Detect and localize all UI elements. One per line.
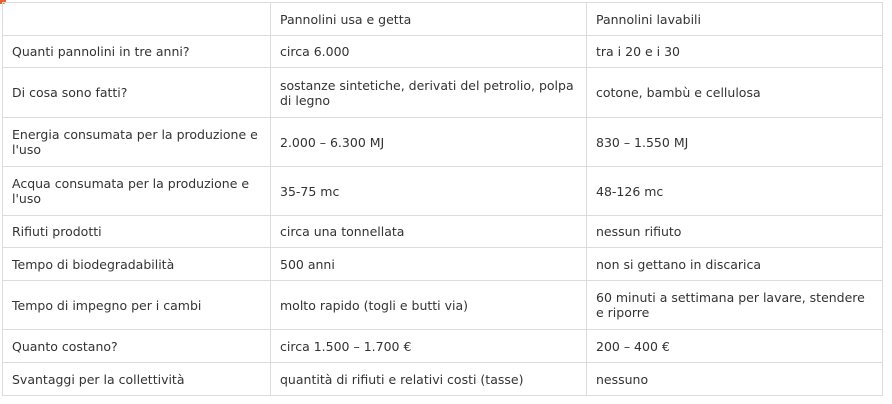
comparison-table <box>2 2 883 396</box>
header-empty-cell <box>3 3 271 36</box>
row-label: Tempo di impegno per i cambi <box>3 281 271 330</box>
table-row <box>3 363 883 396</box>
row-label: Quanto costano? <box>3 330 271 363</box>
table-row <box>3 216 883 248</box>
row-label: Tempo di biodegradabilità <box>3 248 271 281</box>
row-label: Svantaggi per la collettività <box>3 363 271 396</box>
table-row <box>3 330 883 363</box>
table-row <box>3 36 883 68</box>
row-label: Rifiuti prodotti <box>3 216 271 248</box>
table-row <box>3 167 883 216</box>
cell-lavabili: tra i 20 e i 30 <box>587 36 883 68</box>
cell-lavabili: non si gettano in discarica <box>587 248 883 281</box>
table-row <box>3 68 883 118</box>
cell-lavabili: cotone, bambù e cellulosa <box>587 68 883 118</box>
cell-lavabili: 60 minuti a settimana per lavare, stendere e riporre <box>587 281 883 330</box>
cell-lavabili: 48-126 mc <box>587 167 883 216</box>
header-usa-e-getta: Pannolini usa e getta <box>271 3 587 36</box>
row-label: Acqua consumata per la produzione e l'uso <box>3 167 271 216</box>
cell-usa-e-getta: circa 1.500 – 1.700 € <box>271 330 587 363</box>
cell-usa-e-getta: 500 anni <box>271 248 587 281</box>
header-lavabili: Pannolini lavabili <box>587 3 883 36</box>
cell-lavabili: nessuno <box>587 363 883 396</box>
table-row <box>3 281 883 330</box>
cell-lavabili: nessun rifiuto <box>587 216 883 248</box>
cell-lavabili: 200 – 400 € <box>587 330 883 363</box>
row-label: Di cosa sono fatti? <box>3 68 271 118</box>
cell-usa-e-getta: 35-75 mc <box>271 167 587 216</box>
cell-usa-e-getta: circa una tonnellata <box>271 216 587 248</box>
row-label: Energia consumata per la produzione e l'uso <box>3 118 271 167</box>
cell-usa-e-getta: molto rapido (togli e butti via) <box>271 281 587 330</box>
table-header-row <box>3 3 883 36</box>
cell-usa-e-getta: quantità di rifiuti e relativi costi (tasse) <box>271 363 587 396</box>
cell-usa-e-getta: sostanze sintetiche, derivati del petrolio, polpa di legno <box>271 68 587 118</box>
cell-lavabili: 830 – 1.550 MJ <box>587 118 883 167</box>
row-label: Quanti pannolini in tre anni? <box>3 36 271 68</box>
cell-usa-e-getta: 2.000 – 6.300 MJ <box>271 118 587 167</box>
table-row <box>3 248 883 281</box>
table-row <box>3 118 883 167</box>
cell-usa-e-getta: circa 6.000 <box>271 36 587 68</box>
